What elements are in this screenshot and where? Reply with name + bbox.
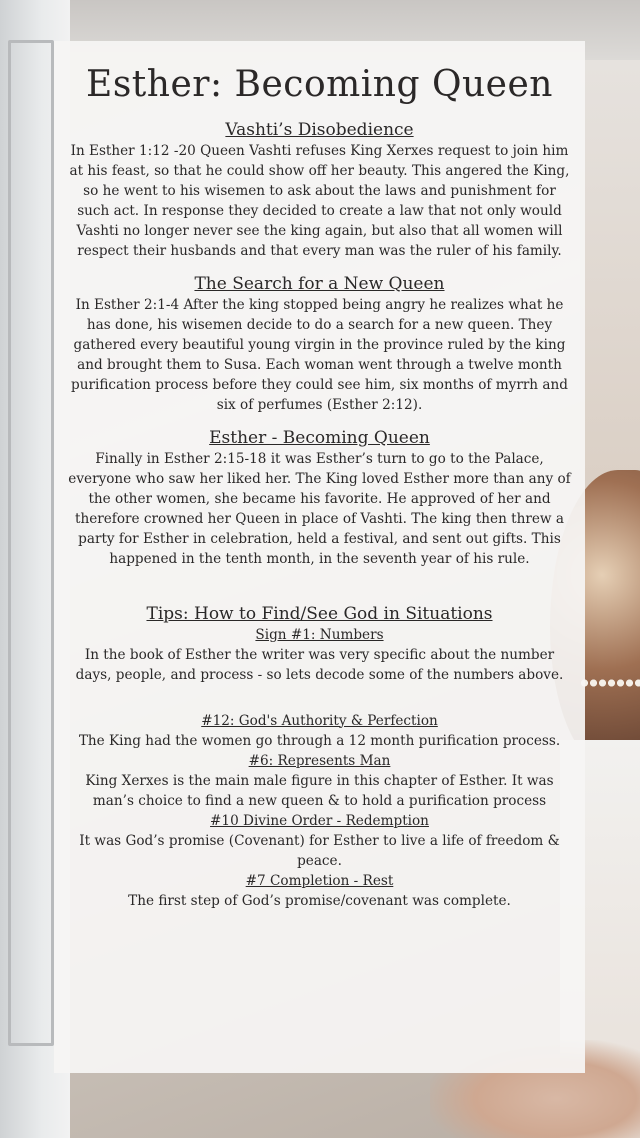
content-card xyxy=(54,41,585,1073)
tips-section xyxy=(68,603,571,911)
tips-intro: In the book of Esther the writer was very specific about the number days, people, and process - so lets decode some of the numbers above. xyxy=(75,646,564,683)
tips-heading: Tips: How to Find/See God in Situations xyxy=(146,603,493,624)
background-pearl-necklace xyxy=(580,676,640,690)
number-text: It was God’s promise (Covenant) for Esther to live a life of freedom & peace. xyxy=(79,832,560,869)
section-text: Finally in Esther 2:15-18 it was Esther’s turn to go to the Palace, everyone who saw her liked her. The King loved Esther more than any of the other women, she became his favorite. He approved of her and therefore crowned her Queen in place of Vashti. The king then threw a party for Esther in celebration, held a festival, and sent out gifts. This happened in the tenth month, in the seventh year of his rule. xyxy=(68,450,571,567)
section-text: In Esther 2:1-4 After the king stopped being angry he realizes what he has done, his wisemen decide to do a search for a new queen. They gathered every beautiful young virgin in the province ruled by the king and brought them to Susa. Each woman went through a twelve month purification process before they could see him, six months of myrrh and six of perfumes (Esther 2:12). xyxy=(71,296,568,413)
section-heading: The Search for a New Queen xyxy=(194,273,445,294)
sign-label: Sign #1: Numbers xyxy=(255,626,384,643)
section-heading: Vashti’s Disobedience xyxy=(225,119,414,140)
section-text: In Esther 1:12 -20 Queen Vashti refuses King Xerxes request to join him at his feast, so that he could show off her beauty. This angered the King, so he went to his wisemen to ask about the laws and punishment for such act. In response they decided to create a law that not only would Vashti no longer never see the king again, but also that all women will respect their husbands and that every man was the ruler of his family. xyxy=(69,142,570,259)
number-label: #6: Represents Man xyxy=(248,752,391,769)
number-label: #10 Divine Order - Redemption xyxy=(210,812,429,829)
section-heading: Esther - Becoming Queen xyxy=(209,427,430,448)
number-text: King Xerxes is the main male figure in this chapter of Esther. It was man’s choice to find a new queen & to hold a purification process xyxy=(85,772,554,809)
number-text: The first step of God’s promise/covenant was complete. xyxy=(128,892,511,909)
background-window-frame xyxy=(8,40,54,1046)
number-text: The King had the women go through a 12 month purification process. xyxy=(78,732,561,749)
number-label: #7 Completion - Rest xyxy=(245,872,394,889)
section-vashti xyxy=(68,119,571,261)
page-title: Esther: Becoming Queen xyxy=(86,64,553,105)
section-becoming-queen xyxy=(68,427,571,569)
section-search xyxy=(68,273,571,415)
number-label: #12: God's Authority & Perfection xyxy=(201,712,438,729)
